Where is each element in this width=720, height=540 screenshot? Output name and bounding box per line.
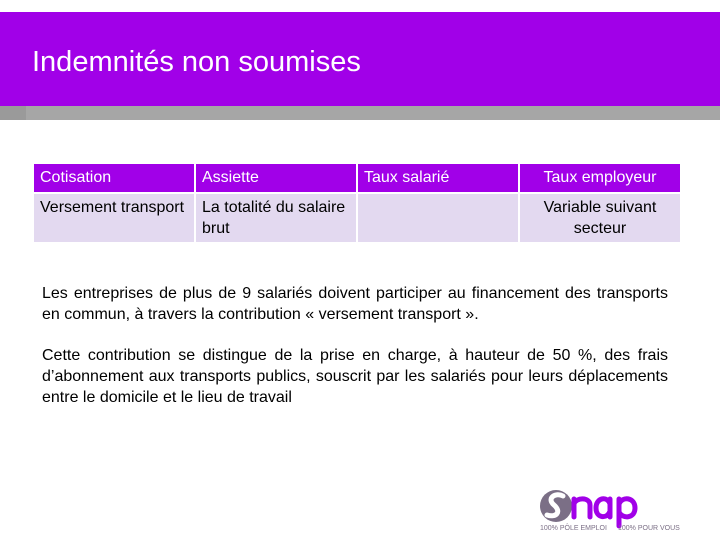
title-bar: [0, 12, 720, 106]
logo-tagline-right: 100% POUR VOUS: [618, 525, 680, 532]
cell-taux-employeur: Variable suivant secteur: [520, 194, 680, 242]
header-assiette: Assiette: [196, 164, 356, 192]
contribution-table: [32, 162, 682, 244]
header-cotisation: Cotisation: [34, 164, 194, 192]
snap-logo: [538, 486, 688, 532]
snap-logo-graphic: [538, 486, 688, 532]
paragraph-versement: Les entreprises de plus de 9 salariés doivent participer au financement des transports en commun, à travers la contribution « versement transport ».: [42, 285, 668, 323]
paragraph-distinction: Cette contribution se distingue de la prise en charge, à hauteur de 50 %, des frais d’abonnement aux transports publics, souscrit par les salariés pour leurs déplacements entre le domicile et le lieu de travail: [42, 347, 668, 406]
logo-tagline-left: 100% PÔLE EMPLOI: [540, 525, 607, 532]
table-row: [34, 194, 680, 242]
grey-band-strip: [0, 106, 26, 120]
grey-band: [0, 106, 720, 120]
slide-title: Indemnités non soumises: [32, 46, 361, 78]
cell-assiette: La totalité du salaire brut: [196, 194, 356, 242]
cell-taux-salarie: [358, 194, 518, 242]
header-taux-employeur: Taux employeur: [520, 164, 680, 192]
header-taux-salarie: Taux salarié: [358, 164, 518, 192]
table-header-row: [34, 164, 680, 192]
cell-cotisation: Versement transport: [34, 194, 194, 242]
